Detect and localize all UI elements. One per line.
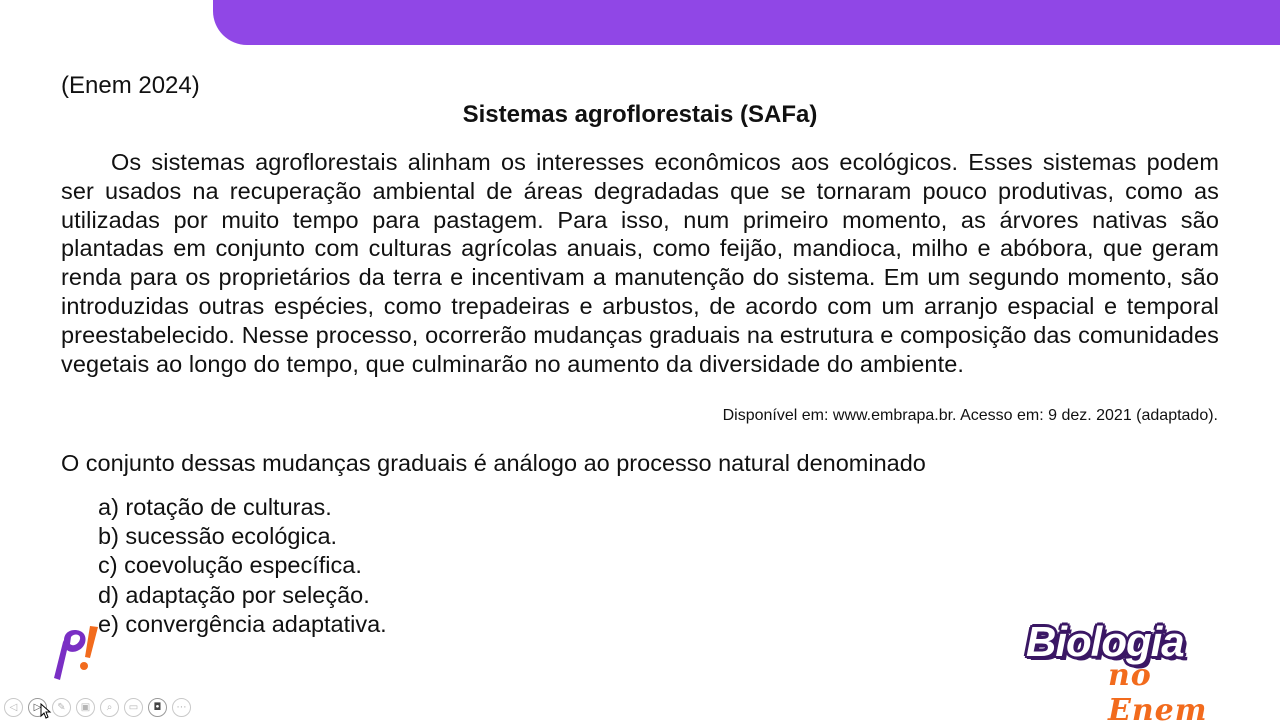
option-c: c) coevolução específica.: [98, 552, 362, 579]
exam-source: (Enem 2024): [61, 72, 200, 99]
presentation-toolbar: [4, 698, 191, 718]
question-stem: O conjunto dessas mudanças graduais é análogo ao processo natural denominado: [61, 450, 926, 476]
previous-icon[interactable]: ◁: [4, 698, 23, 717]
biologia-no-enem-logo: [1022, 618, 1247, 728]
more-icon[interactable]: ⋯: [172, 698, 191, 717]
mouse-pointer-icon: [40, 703, 52, 719]
option-a: a) rotação de culturas.: [98, 494, 332, 520]
citation: Disponível em: www.embrapa.br. Acesso em: 9 dez. 2021 (adaptado).: [722, 407, 1218, 424]
option-b: b) sucessão ecológica.: [98, 523, 338, 550]
subtitles-icon[interactable]: ▭: [124, 698, 143, 717]
answer-options: [98, 493, 387, 639]
camera-icon[interactable]: ◘: [148, 698, 167, 717]
p-exclamation-logo: [50, 622, 102, 682]
top-accent-bar: [213, 0, 1280, 45]
option-e: e) convergência adaptativa.: [98, 610, 387, 637]
pen-icon[interactable]: ✎: [52, 698, 71, 717]
option-d: d) adaptação por seleção.: [98, 581, 370, 608]
logo-no-enem-text: no Enem: [1108, 658, 1208, 728]
passage-text: Os sistemas agroflorestais alinham os interesses econômicos aos ecológicos. Esses sistemas podem ser usados na recuperação ambiental de áreas degradadas que se tornaram pouco produtivas, como as utilizadas por muito tempo para pastagem. Para isso, num primeiro momento, as árvores nativas são plantadas em conjunto com culturas agrícolas anuais, como feijão, mandioca, milho e abóbora, que geram renda para os proprietários da terra e incentivam a manutenção do sistema. Em um segundo momento, são introduzidas outras espécies, como trepadeiras e arbustos, de acordo com um arranjo espacial e temporal preestabelecido. Nesse processo, ocorrerão mudanças graduais na estrutura e composição das comunidades vegetais ao longo do tempo, que culminarão no aumento da diversidade do ambiente.: [61, 149, 1219, 377]
slides-grid-icon[interactable]: ▣: [76, 698, 95, 717]
next-icon[interactable]: ▷: [28, 698, 47, 717]
logo-biologia-text: Biologia: [1026, 618, 1184, 665]
passage-title: Sistemas agroflorestais (SAFa): [462, 101, 818, 128]
zoom-icon[interactable]: ⌕: [100, 698, 119, 717]
